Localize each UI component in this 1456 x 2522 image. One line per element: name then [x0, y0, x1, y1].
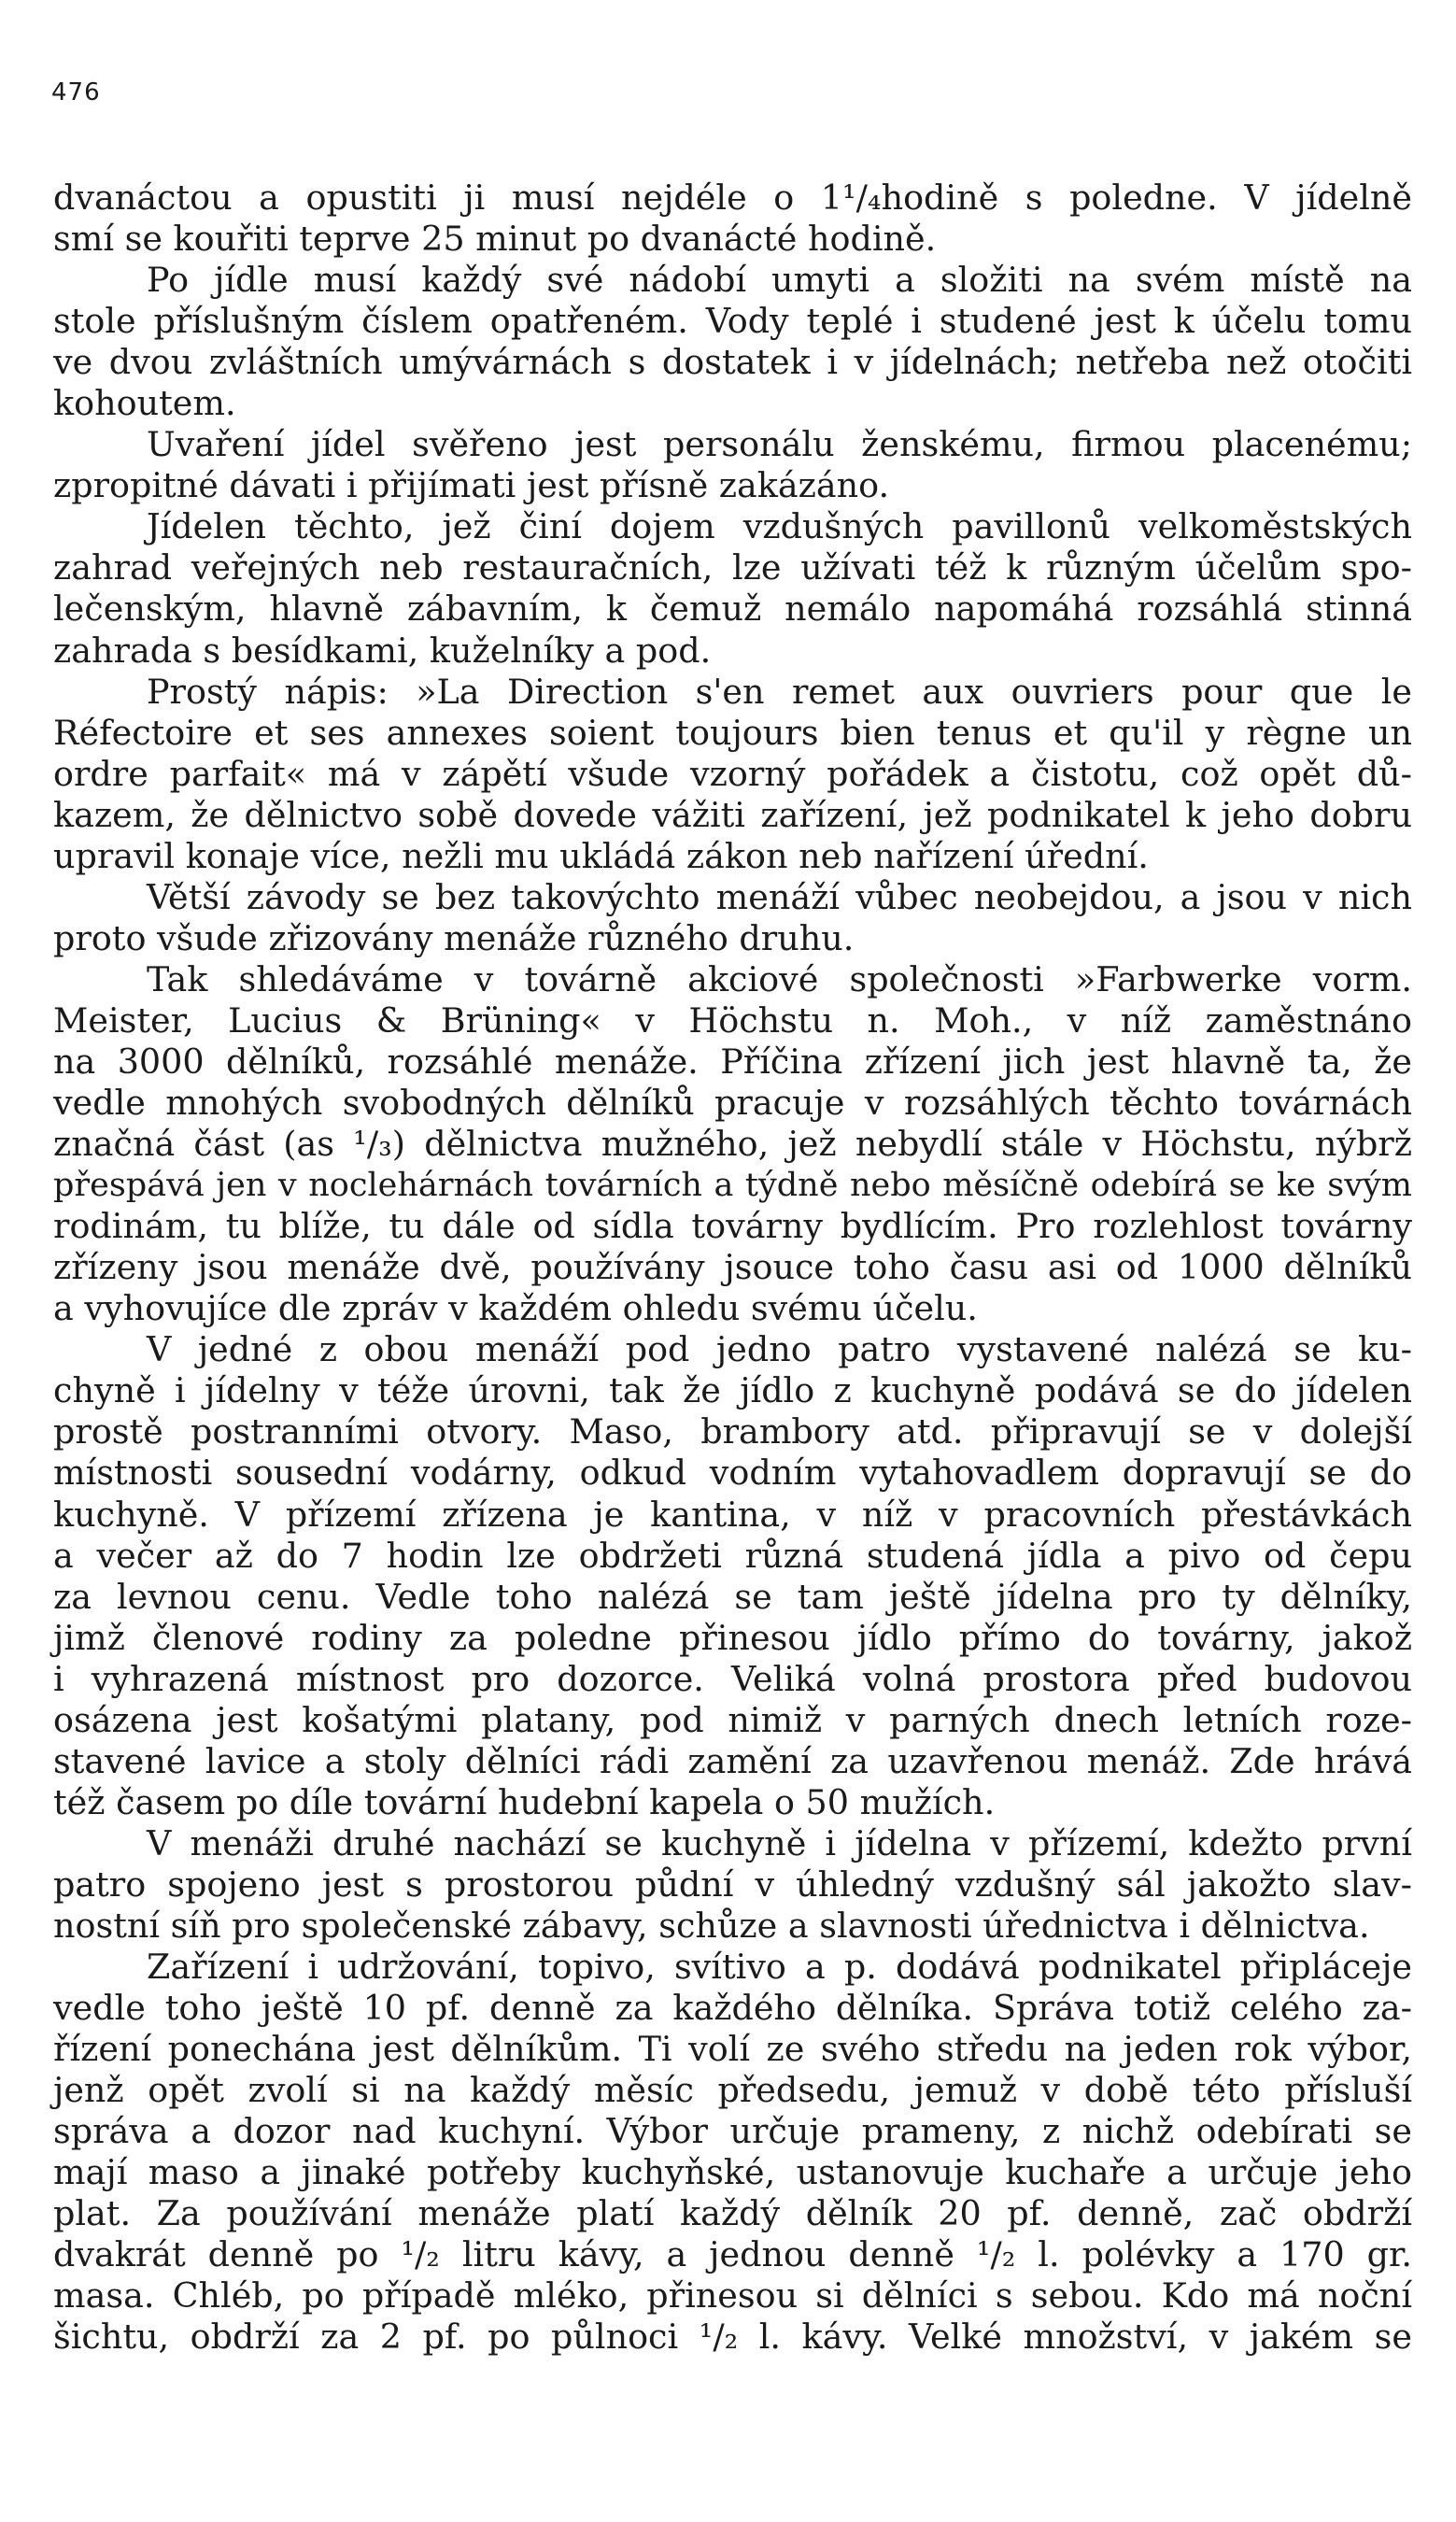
text-line: mají maso a jinaké potřeby kuchyňské, ustanovuje kuchaře a určuje jeho [53, 2152, 1412, 2193]
text-line: smí se kouřiti teprve 25 minut po dvanácté hodině. [53, 219, 937, 260]
text-line: správa a dozor nad kuchyní. Výbor určuje prameny, z nichž odebírati se [53, 2111, 1412, 2152]
text-line: kazem, že dělnictvo sobě dovede vážiti zařízení, jež podnikatel k jeho dobru [53, 794, 1412, 835]
text-line: též časem po díle tovární hudební kapela o 50 mužích. [53, 1781, 996, 1822]
text-line: plat. Za používání menáže platí každý dělník 20 pf. denně, zač obdrží [53, 2193, 1412, 2234]
text-line: masa. Chléb, po případě mléko, přinesou si dělníci s sebou. Kdo má noční [53, 2275, 1412, 2317]
text-line: vedle toho ještě 10 pf. denně za každého dělníka. Správa totiž celého za- [53, 1988, 1412, 2029]
text-line: přespává jen v noclehárnách továrních a týdně nebo měsíčně odebírá se ke svým [53, 1167, 1412, 1205]
text-line: jimž členové rodiny za poledne přinesou jídlo přímo do továrny, jakož [53, 1617, 1412, 1658]
page-number: 476 [51, 78, 101, 106]
text-line: Meister, Lucius & Brüning« v Höchstu n. Moh., v níž zaměstnáno [53, 999, 1412, 1041]
text-line: lečenským, hlavně zábavním, k čemuž nemálo napomáhá rozsáhlá stinná [53, 588, 1412, 630]
text-line: Jídelen těchto, jež činí dojem vzdušných pavillonů velkoměstských [147, 506, 1412, 547]
text-line: vedle mnohých svobodných dělníků pracuje v rozsáhlých těchto továrnách [53, 1083, 1412, 1124]
text-line: zahrad veřejných neb restauračních, lze užívati též k různým účelům spo- [53, 547, 1412, 588]
text-line: Uvaření jídel svěřeno jest personálu ženskému, firmou placenému; [147, 424, 1412, 465]
text-line: a vyhovujíce dle zpráv v každém ohledu svému účelu. [53, 1288, 978, 1329]
text-line: upravil konaje více, nežli mu ukládá zákon neb nařízení úřední. [53, 835, 1149, 876]
text-line: kuchyně. V přízemí zřízena je kantina, v níž v pracovních přestávkách [53, 1494, 1412, 1535]
text-line: ve dvou zvláštních umývárnách s dostatek i v jídelnách; netřeba než otočiti [53, 342, 1412, 383]
text-line: Zařízení i udržování, topivo, svítivo a p. dodává podnikatel připláceje [147, 1947, 1412, 1988]
text-line: i vyhrazená místnost pro dozorce. Veliká volná prostora před budovou [53, 1658, 1412, 1699]
text-line: Tak shledáváme v továrně akciové společnosti »Farbwerke vorm. [147, 958, 1412, 999]
text-line: rodinám, tu blíže, tu dále od sídla továrny bydlícím. Pro rozlehlost továrny [53, 1206, 1412, 1247]
text-line: V jedné z obou menáží pod jedno patro vystavené nalézá se ku- [147, 1329, 1412, 1370]
text-line: osázena jest košatými platany, pod nimiž v parných dnech letních roze- [53, 1699, 1412, 1740]
text-line: místnosti sousední vodárny, odkud vodním vytahovadlem dopravují se do [53, 1452, 1412, 1494]
text-line: značná část (as ¹/₃) dělnictva mužného, jež nebydlí stále v Höchstu, nýbrž [53, 1124, 1412, 1165]
text-line: V menáži druhé nachází se kuchyně i jídelna v přízemí, kdežto první [147, 1822, 1412, 1863]
text-line: na 3000 dělníků, rozsáhlé menáže. Příčina zřízení jich jest hlavně ta, že [53, 1041, 1412, 1082]
body-text [53, 177, 1412, 2358]
text-line: Réfectoire et ses annexes soient toujours bien tenus et qu'il y règne un [53, 712, 1412, 753]
text-line: řízení ponechána jest dělníkům. Ti volí ze svého středu na jeden rok výbor, [53, 2029, 1412, 2070]
text-line: chyně i jídelny v téže úrovni, tak že jídlo z kuchyně podává se do jídelen [53, 1370, 1412, 1411]
text-line: zpropitné dávati i přijímati jest přísně zakázáno. [53, 465, 890, 506]
text-line: stavené lavice a stoly dělníci rádi zamění za uzavřenou menáž. Zde hrává [53, 1740, 1412, 1781]
text-line: patro spojeno jest s prostorou půdní v úhledný vzdušný sál jakožto slav- [53, 1863, 1412, 1905]
text-line: Větší závody se bez takovýchto menáží vůbec neobejdou, a jsou v nich [147, 876, 1412, 917]
text-line: kohoutem. [53, 383, 236, 424]
text-line: a večer až do 7 hodin lze obdržeti různá studená jídla a pivo od čepu [53, 1535, 1412, 1576]
text-line: stole příslušným číslem opatřeném. Vody teplé i studené jest k účelu tomu [53, 301, 1412, 342]
text-line: prostě postranními otvory. Maso, brambory atd. připravují se v dolejší [53, 1411, 1412, 1452]
text-line: Po jídle musí každý své nádobí umyti a složiti na svém místě na [147, 260, 1412, 301]
text-line: proto všude zřizovány menáže různého druhu. [53, 917, 855, 958]
text-line: šichtu, obdrží za 2 pf. po půlnoci ¹/₂ l. kávy. Velké množství, v jakém se [53, 2317, 1412, 2358]
text-line: Prostý nápis: »La Direction s'en remet aux ouvriers pour que le [147, 671, 1412, 712]
text-line: dvakrát denně po ¹/₂ litru kávy, a jednou denně ¹/₂ l. polévky a 170 gr. [53, 2234, 1412, 2275]
text-line: ordre parfait« má v zápětí všude vzorný pořádek a čistotu, což opět dů- [53, 753, 1412, 794]
text-line: zahrada s besídkami, kuželníky a pod. [53, 630, 712, 671]
text-line: jenž opět zvolí si na každý měsíc předsedu, jemuž v době této přísluší [53, 2070, 1412, 2111]
text-line: nostní síň pro společenské zábavy, schůze a slavnosti úřednictva i dělnictva. [53, 1905, 1370, 1946]
text-line: zřízeny jsou menáže dvě, používány jsouce toho času asi od 1000 dělníků [53, 1247, 1412, 1288]
text-line: dvanáctou a opustiti ji musí nejdéle o 1¹/₄hodině s poledne. V jídelně [53, 177, 1412, 218]
text-line: za levnou cenu. Vedle toho nalézá se tam ještě jídelna pro ty dělníky, [53, 1576, 1412, 1617]
